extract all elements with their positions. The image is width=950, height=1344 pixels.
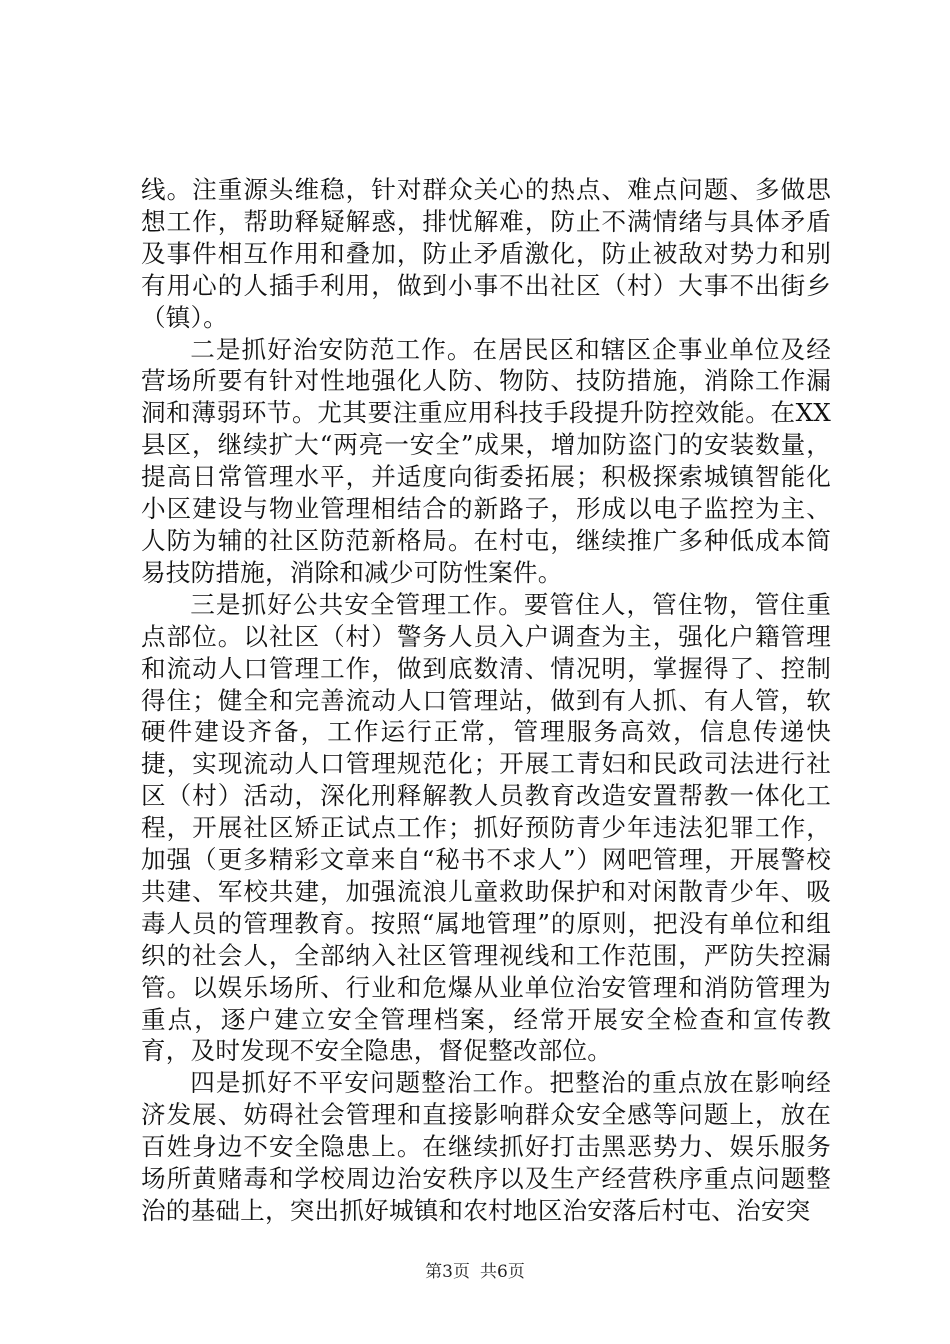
document-body	[141, 174, 831, 1227]
page-number: 第3页	[425, 1262, 470, 1282]
paragraph-1: 线。注重源头维稳，针对群众关心的热点、难点问题、多做思想工作，帮助释疑解惑，排忧解难，防止不满情绪与具体矛盾及事件相互作用和叠加，防止矛盾激化，防止被敌对势力和别有用心的人插手利用，做到小事不出社区（村）大事不出街乡（镇）。	[141, 175, 831, 332]
paragraph-3: 三是抓好公共安全管理工作。要管住人，管住物，管住重点部位。以社区（村）警务人员入户调查为主，强化户籍管理和流动人口管理工作，做到底数清、情况明，掌握得了、控制得住；健全和完善流动人口管理站，做到有人抓、有人管，软硬件建设齐备，工作运行正常，管理服务高效，信息传递快捷，实现流动人口管理规范化；开展工青妇和民政司法进行社区（村）活动，深化刑释解教人员教育改造安置帮教一体化工程，开展社区矫正试点工作；抓好预防青少年违法犯罪工作，加强（更多精彩文章来自“秘书不求人”）网吧管理，开展警校共建、军校共建，加强流浪儿童救助保护和对闲散青少年、吸毒人员的管理教育。按照“属地管理”的原则，把没有单位和组织的社会人，全部纳入社区管理视线和工作范围，严防失控漏管。以娱乐场所、行业和危爆从业单位治安管理和消防管理为重点，逐户建立安全管理档案，经常开展安全检查和宣传教育，及时发现不安全隐患，督促整改部位。	[141, 589, 831, 1066]
page-total: 共6页	[480, 1262, 525, 1282]
paragraph-4: 四是抓好不平安问题整治工作。把整治的重点放在影响经济发展、妨碍社会管理和直接影响群众安全感等问题上，放在百姓身边不安全隐患上。在继续抓好打击黑恶势力、娱乐服务场所黄赌毒和学校周边治安秩序以及生产经营秩序重点问题整治的基础上，突出抓好城镇和农村地区治安落后村屯、治安突	[141, 1068, 831, 1225]
page-footer	[0, 1257, 950, 1282]
paragraph-2: 二是抓好治安防范工作。在居民区和辖区企事业单位及经营场所要有针对性地强化人防、物防、技防措施，消除工作漏洞和薄弱环节。尤其要注重应用科技手段提升防控效能。在XX县区，继续扩大“两亮一安全”成果，增加防盗门的安装数量，提高日常管理水平，并适度向街委拓展；积极探索城镇智能化小区建设与物业管理相结合的新路子，形成以电子监控为主、人防为辅的社区防范新格局。在村屯，继续推广多种低成本简易技防措施，消除和减少可防性案件。	[141, 334, 831, 587]
